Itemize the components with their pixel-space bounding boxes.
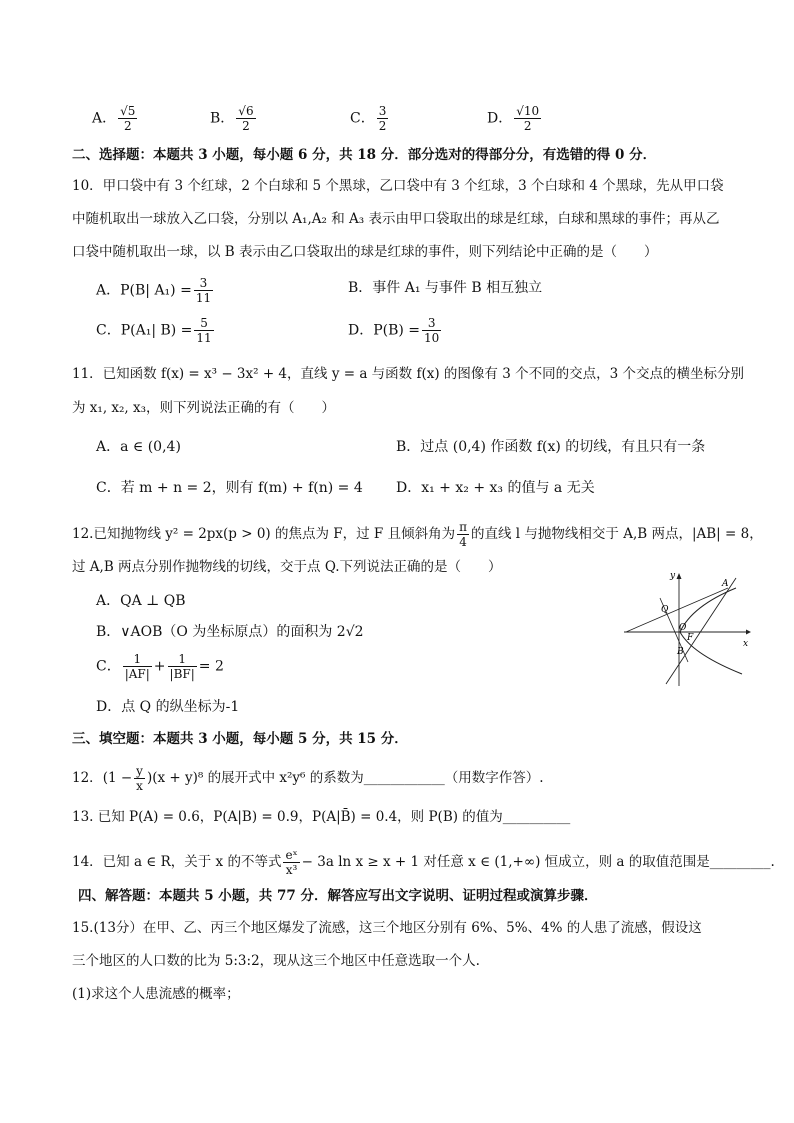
denominator: x [136,779,143,793]
plus-sign: + [153,658,166,675]
q14-text-end: − 3a ln x ≥ x + 1 对任意 x ∈ (1,+∞) 恒成立，则 a 的取值范围是_________. [301,854,775,870]
q15-line3: (1)求这个人患流感的概率； [72,986,240,1002]
q15-line2: 三个地区的人口数的比为 5:3:2，现从这三个地区中任意选取一个人. [72,953,480,969]
q10-line3: 口袋中随机取出一球，以 B 表示由乙口袋取出的球是红球的事件，则下列结论中正确的是（ ） [72,244,658,260]
q9-option-c [350,104,390,133]
option-text: A．P(B| A₁) = [96,282,192,299]
q12-line1-text: 12.已知抛物线 y² = 2px(p > 0) 的焦点为 F，过 F 且倾斜角为 [72,526,456,542]
q12-line1-text-end: 的直线 l 与抛物线相交于 A,B 两点，|AB| = 8， [471,526,763,542]
denominator: 11 [195,291,212,305]
option-text: D．P(B) = [348,322,421,339]
denominator: 2 [123,119,132,133]
label-b: B [677,647,684,657]
q10-option-b: B．事件 A₁ 与事件 B 相互独立 [348,280,543,296]
denominator: 2 [523,119,532,133]
q12-option-a: A．QA ⊥ QB [96,593,186,609]
fraction [377,104,389,133]
numerator: 5 [194,316,213,331]
fraction [118,104,137,133]
label-a: A [722,579,729,589]
fraction [283,848,299,877]
tangent-at-a [626,588,728,632]
option-letter: D． [487,110,513,127]
q13-line: 13. 已知 P(A) = 0.6，P(A|B) = 0.9，P(A|B̄) = 0.4，则 P(B) 的值为__________ [72,809,571,825]
denominator: 2 [242,119,250,133]
numerator: 1 [168,652,197,667]
fraction [422,316,441,345]
equals-text: = 2 [198,658,224,675]
q9-option-a [92,104,139,133]
label-x: x [743,639,749,649]
parabola-figure [624,570,752,686]
numerator: √10 [516,104,540,118]
q9-option-d [487,104,543,133]
section3-header: 三、填空题：本题共 3 小题，每小题 5 分，共 15 分． [72,731,408,747]
option-letter: A． [92,110,117,127]
fraction [194,316,213,345]
q12-line2: 过 A,B 两点分别作抛物线的切线，交于点 Q.下列说法正确的是（ ） [72,559,502,575]
section2-header: 二、选择题：本题共 3 小题，每小题 6 分，共 18 分．部分选对的得部分分，有选错的得 0 分． [72,147,657,163]
label-o: O [679,623,687,633]
q12-option-b: B．∨AOB（O 为坐标原点）的面积为 2√2 [96,624,364,640]
option-letter: B． [210,110,235,127]
denominator: |BF| [169,667,195,681]
fraction [123,652,152,681]
q11-option-d: D．x₁ + x₂ + x₃ 的值与 a 无关 [396,480,595,496]
denominator: 4 [459,535,467,549]
numerator: π [459,520,467,534]
q12-option-c [96,652,224,681]
q11-option-a: A．a ∈ (0,4) [96,439,181,455]
q11-option-b: B．过点 (0,4) 作函数 f(x) 的切线，有且只有一条 [396,439,706,455]
fraction [514,104,541,133]
q9-option-b [210,104,258,133]
parabola-curve [680,588,742,674]
label-q: Q [661,605,669,615]
fraction [194,276,213,305]
q12b-paren: (1 − [102,770,133,786]
numerator: eˣ [285,848,298,862]
q10-option-d [348,316,443,345]
q12-line1 [72,520,763,549]
q12-option-d: D．点 Q 的纵坐标为-1 [96,699,240,715]
q11-line2: 为 x₁, x₂, x₃，则下列说法正确的有（ ） [72,400,336,416]
q15-line1: 15.(13分）在甲、乙、丙三个地区爆发了流感，这三个地区分别有 6%、5%、4% 的人患了流感，假设这 [72,920,702,936]
q10-option-c [96,316,216,345]
label-f: F [687,633,694,643]
numerator: 1 [123,652,152,667]
numerator: 3 [422,316,441,331]
numerator: 3 [378,104,387,118]
q14-text: 14．已知 a ∈ R，关于 x 的不等式 [72,854,282,870]
fraction [168,652,197,681]
option-letter: C． [350,110,375,127]
label-y: y [670,571,676,581]
fraction [457,520,469,549]
q14-line [72,848,775,877]
line-l [666,578,736,684]
q11-option-c: C．若 m + n = 2，则有 f(m) + f(n) = 4 [96,480,363,496]
q10-option-a [96,276,215,305]
fraction [236,104,255,133]
section4-header: 四、解答题：本题共 5 小题，共 77 分．解答应写出文字说明、证明过程或演算步骤． [78,888,598,904]
numerator: y [136,764,143,778]
denominator: |AF| [124,667,150,681]
denominator: 11 [196,331,212,345]
x-axis-arrow [746,630,751,635]
q12b-number: 12． [72,770,103,786]
option-letter: C． [96,658,121,675]
y-axis-arrow [677,573,682,579]
q12b-line [72,764,544,793]
numerator: 3 [194,276,213,291]
q10-line1: 10．甲口袋中有 3 个红球，2 个白球和 5 个黑球，乙口袋中有 3 个红球，3 个白球和 4 个黑球，先从甲口袋 [72,178,724,194]
denominator: 10 [424,331,440,345]
q10-line2: 中随机取出一球放入乙口袋，分别以 A₁,A₂ 和 A₃ 表示由甲口袋取出的球是红球，白球和黑球的事件；再从乙 [72,211,720,227]
q12b-text: )(x + y)⁸ 的展开式中 x²y⁶ 的系数为____________（用数字作答）. [146,770,544,786]
denominator: x³ [285,863,298,877]
option-text: C．P(A₁| B) = [96,322,193,339]
q11-line1: 11．已知函数 f(x) = x³ − 3x² + 4，直线 y = a 与函数 f(x) 的图像有 3 个不同的交点，3 个交点的横坐标分别 [72,366,744,382]
numerator: √6 [238,104,254,118]
numerator: √5 [120,104,136,118]
fraction [134,764,145,793]
denominator: 2 [378,119,387,133]
